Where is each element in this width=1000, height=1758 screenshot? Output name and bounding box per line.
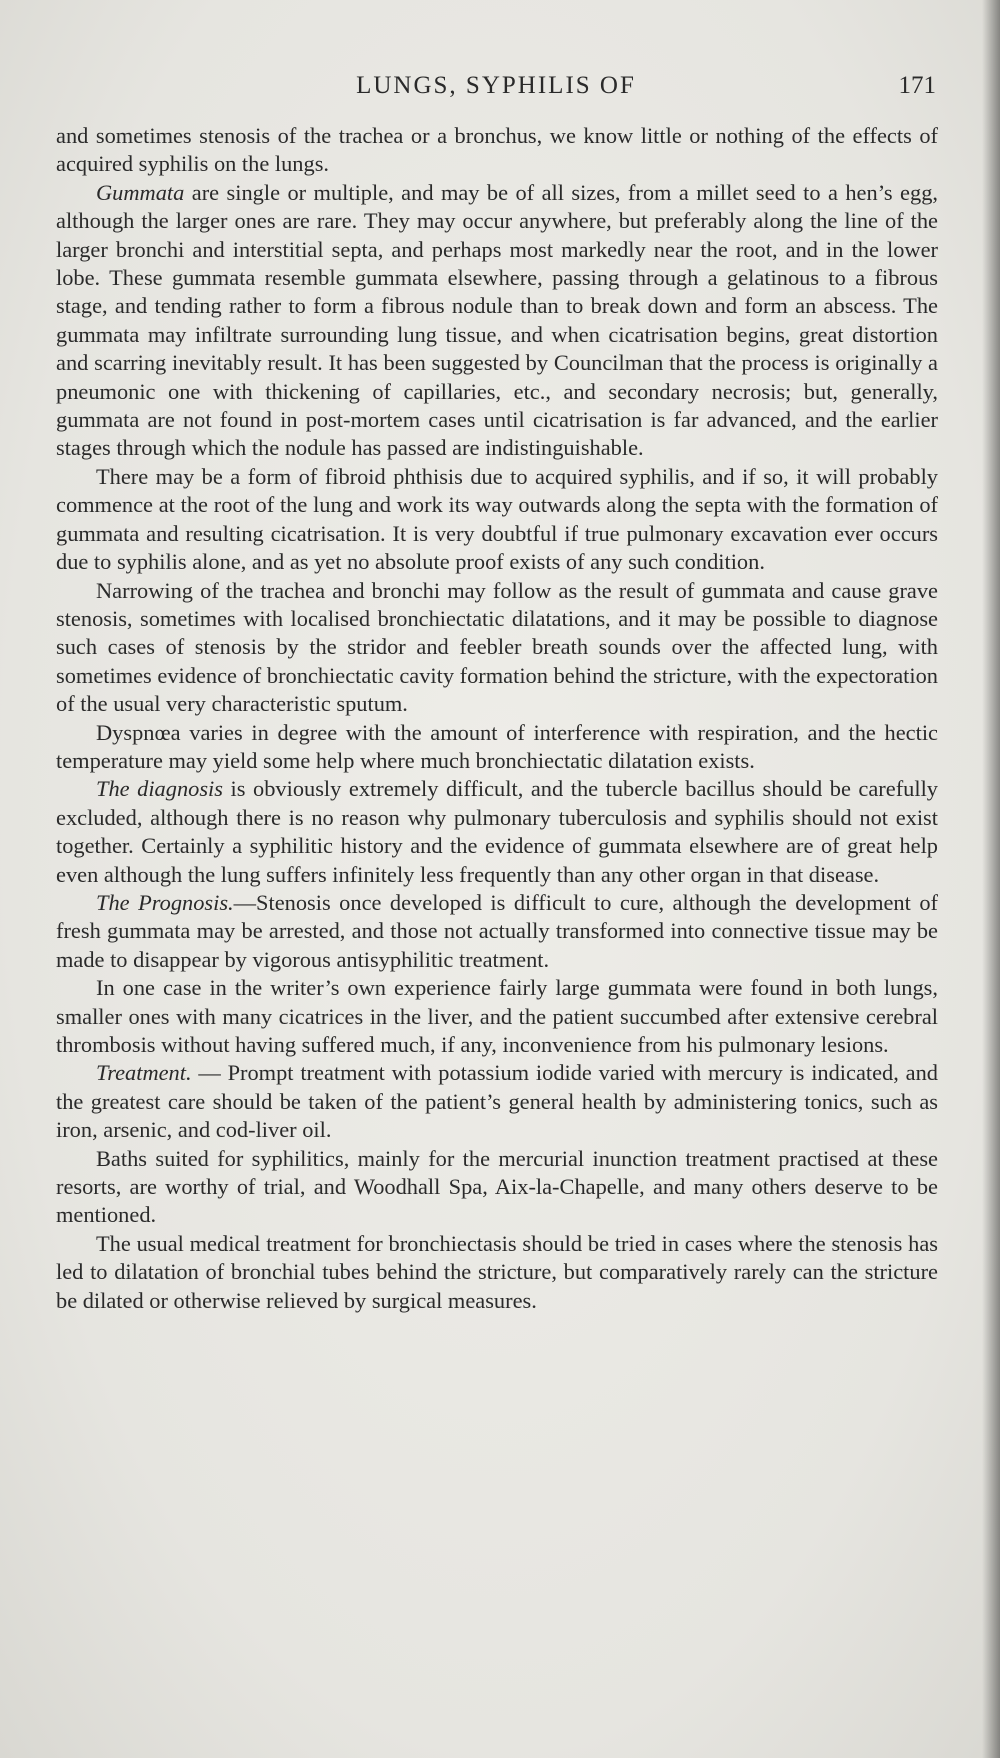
paragraph-fibroid-phthisis-text: There may be a form of fibroid phthisis due to acquired syphilis, and if so, it will probably commence at the root of the lung and work its way outwards along the septa with the formation of gummata and resulting cicatrisation. It is very doubtful if true pulmonary excavation ever occurs due to syphilis alone, and as yet no absolute proof exists of any such condition. [56, 463, 938, 575]
paragraph-baths [56, 1145, 938, 1230]
paragraph-1 [56, 122, 938, 179]
running-title: LUNGS, SYPHILIS OF [356, 72, 636, 99]
running-head [56, 72, 936, 112]
paragraph-narrowing [56, 577, 938, 719]
paragraph-baths-text: Baths suited for syphilitics, mainly for the mercurial inunction treatment practised at these resorts, are worthy of trial, and Woodhall Spa, Aix-la-Chapelle, and many others deserve to be mentioned. [56, 1145, 938, 1228]
paragraph-dyspnoea-text: Dyspnœa varies in degree with the amount of interference with respiration, and the hectic temperature may yield some help where much bronchiectatic dilatation exists. [56, 719, 938, 773]
paragraph-narrowing-text: Narrowing of the trachea and bronchi may follow as the result of gummata and cause grave stenosis, sometimes with localised bronchiectatic dilatations, and it may be possible to diagnose such cases of stenosis by the stridor and feebler breath sounds over the affected lung, with sometimes evidence of bronchiectatic cavity formation behind the stricture, with the expectoration of the usual very characteristic sputum. [56, 577, 938, 717]
paragraph-diagnosis-text: is obviously extremely difficult, and the tubercle bacillus should be carefully excluded, although there is no reason why pulmonary tuberculosis and syphilis should not exist together. Certainly a syphilitic history and the evidence of gummata elsewhere are of great help even although the lung suffers infinitely less frequently than any other organ in that disease. [56, 776, 938, 887]
paragraph-treatment [56, 1059, 938, 1144]
paragraph-case-report [56, 974, 938, 1059]
page-number: 171 [898, 72, 936, 99]
paragraph-prognosis-text: —Stenosis once developed is difficult to cure, although the development of fresh gummata may be arrested, and those not actually transformed into connective tissue may be made to disappear by vigorous antisyphilitic treatment. [56, 889, 938, 972]
body-text [56, 122, 938, 1315]
paragraph-case-report-text: In one case in the writer’s own experience fairly large gummata were found in both lungs, smaller ones with many cicatrices in the liver, and the patient succumbed after extensive cerebral thrombosis without having suffered much, if any, inconvenience from his pulmonary lesions. [56, 975, 938, 1057]
paragraph-medical-treatment-text: The usual medical treatment for bronchiectasis should be tried in cases where the stenosis has led to dilatation of bronchial tubes behind the stricture, but comparatively rarely can the stricture be dilated or otherwise relieved by surgical measures. [56, 1230, 938, 1313]
paragraph-prognosis-lead: The Prognosis. [96, 889, 234, 915]
paragraph-diagnosis-lead: The diagnosis [96, 776, 223, 802]
paragraph-gummata-lead: Gummata [96, 179, 185, 205]
paragraph-gummata-text: are single or multiple, and may be of all sizes, from a millet seed to a hen’s egg, although the larger ones are rare. They may occur anywhere, but preferably along the line of the larger bronchi and interstitial septa, and perhaps most markedly near the root, and in the lower lobe. These gummata resemble gummata elsewhere, passing through a gelatinous to a fibrous stage, and tending rather to form a fibrous nodule than to break down and form an abscess. The gummata may infiltrate surrounding lung tissue, and when cicatrisation begins, great distortion and scarring inevitably result. It has been suggested by Councilman that the process is originally a pneumonic one with thickening of capillaries, etc., and secondary necrosis; but, generally, gummata are not found in post-mortem cases until cicatrisation is far advanced, and the earlier stages through which the nodule has passed are indistinguishable. [56, 179, 938, 461]
paragraph-prognosis [56, 889, 938, 974]
paragraph-dyspnoea [56, 719, 938, 776]
paragraph-medical-treatment [56, 1230, 938, 1315]
paragraph-treatment-text: — Prompt treatment with potassium iodide varied with mercury is indicated, and the greatest care should be taken of the patient’s general health by administering tonics, such as iron, arsenic, and cod-liver oil. [56, 1060, 938, 1143]
paragraph-treatment-lead: Treatment. [96, 1060, 192, 1086]
paragraph-gummata [56, 179, 938, 463]
paragraph-diagnosis [56, 775, 938, 889]
paragraph-fibroid-phthisis [56, 463, 938, 577]
paragraph-1-text: and sometimes stenosis of the trachea or a bronchus, we know little or nothing of the effects of acquired syphilis on the lungs. [56, 123, 938, 177]
